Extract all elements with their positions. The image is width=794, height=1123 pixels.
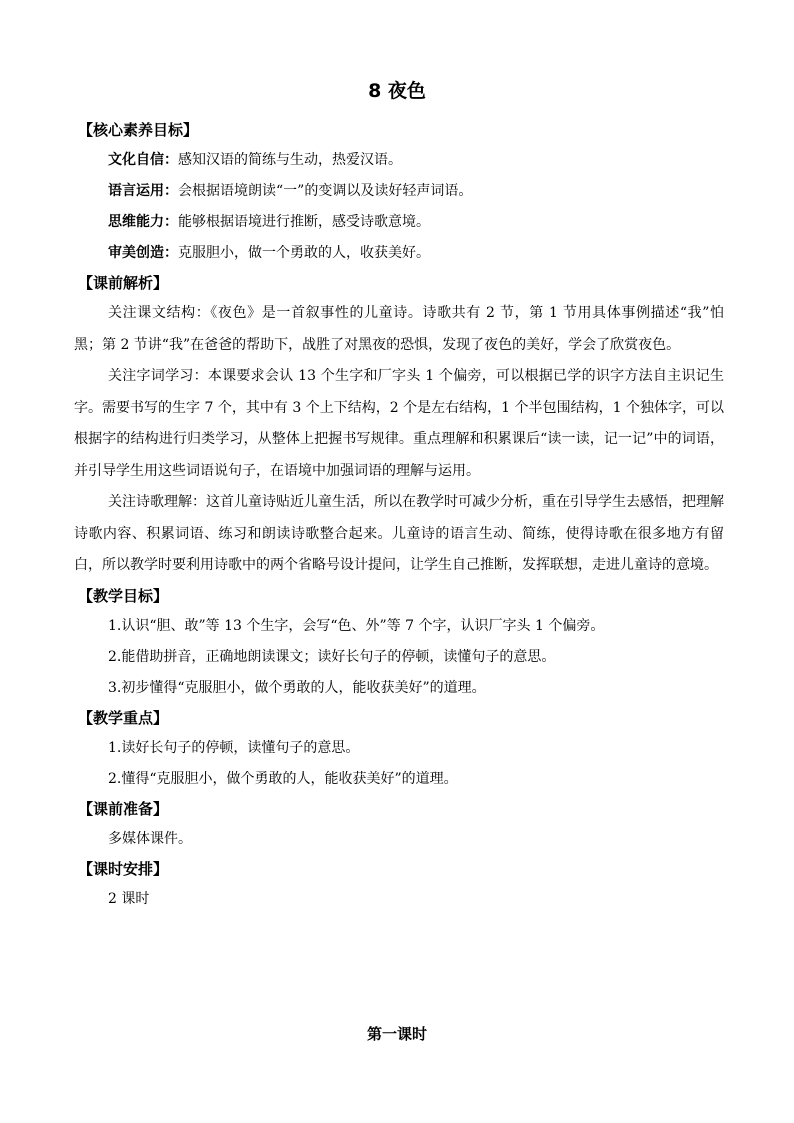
document-body [74, 116, 724, 915]
core-goal-label: 文化自信： [108, 152, 178, 168]
analysis-paragraph-poetry: 关注诗歌理解：这首儿童诗贴近儿童生活，所以在教学时可减少分析，重在引导学生去感悟，把理解诗歌内容、积累词语、练习和朗读诗歌整合起来。儿童诗的语言生动、简练，使得诗歌在很多地方有留白，所以教学时要利用诗歌中的两个省略号设计提问，让学生自己推断，发挥联想，走进儿童诗的意境。 [74, 494, 724, 573]
core-goal-text: 感知汉语的简练与生动，热爱汉语。 [178, 152, 402, 168]
lesson-title: 第一课时 [366, 1025, 427, 1043]
analysis-paragraph-structure: 关注课文结构：《夜色》是一首叙事性的儿童诗。诗歌共有 2 节，第 1 节用具体事例描述“我”怕黑；第 2 节讲“我”在爸爸的帮助下，战胜了对黑夜的恐惧，发现了夜色的美好，学会了欣赏夜色。 [74, 305, 724, 353]
section-heading-core: 【核心素养目标】 [78, 121, 199, 139]
core-goal-text: 能够根据语境进行推断，感受诗歌意境。 [178, 214, 430, 230]
core-goal-culture [74, 145, 724, 176]
schedule-text: 2 课时 [108, 890, 150, 907]
core-goal-text: 克服胆小，做一个勇敢的人，收获美好。 [178, 245, 430, 261]
core-goal-label: 思维能力： [108, 214, 178, 230]
analysis-paragraph-vocabulary: 关注字词学习：本课要求会认 13 个生字和厂字头 1 个偏旁，可以根据已学的识字方法自主识记生字。需要书写的生字 7 个，其中有 3 个上下结构，2 个是左右结构，1 个半包围结构，1 个独体字，可以根据字的结构进行归类学习，从整体上把握书写规律。重点理解和积累课后“读一读，记一记”中的词语，并引导学生用这些词语说句子，在语境中加强词语的理解与运用。 [74, 368, 724, 479]
section-heading-focus: 【教学重点】 [78, 708, 169, 727]
prep-text: 多媒体课件。 [108, 830, 192, 847]
teaching-goal-item: 2.能借助拼音，正确地朗读课文；读好长句子的停顿，读懂句子的意思。 [108, 648, 556, 665]
core-goal-label: 语言运用： [108, 183, 178, 199]
core-goal-label: 审美创造： [108, 245, 178, 261]
core-goal-language [74, 176, 724, 207]
core-goal-text: 会根据语境朗读“一”的变调以及读好轻声词语。 [178, 183, 473, 199]
teaching-goal-item: 1.认识“胆、敢”等 13 个生字，会写“色、外”等 7 个字，认识厂字头 1 个偏旁。 [108, 617, 605, 634]
section-heading-goals: 【教学目标】 [78, 586, 169, 605]
section-heading-schedule: 【课时安排】 [78, 859, 169, 878]
page-title: 8 夜色 [368, 80, 426, 102]
core-goal-aesthetic [74, 238, 724, 269]
section-heading-prep: 【课前准备】 [78, 799, 169, 818]
teaching-focus-item: 2.懂得“克服胆小，做个勇敢的人，能收获美好”的道理。 [108, 770, 458, 787]
core-goal-thinking [74, 207, 724, 238]
teaching-goal-item: 3.初步懂得“克服胆小，做个勇敢的人，能收获美好”的道理。 [108, 679, 486, 696]
teaching-focus-item: 1.读好长句子的停顿，读懂句子的意思。 [108, 739, 360, 756]
section-heading-analysis: 【课前解析】 [78, 274, 169, 292]
